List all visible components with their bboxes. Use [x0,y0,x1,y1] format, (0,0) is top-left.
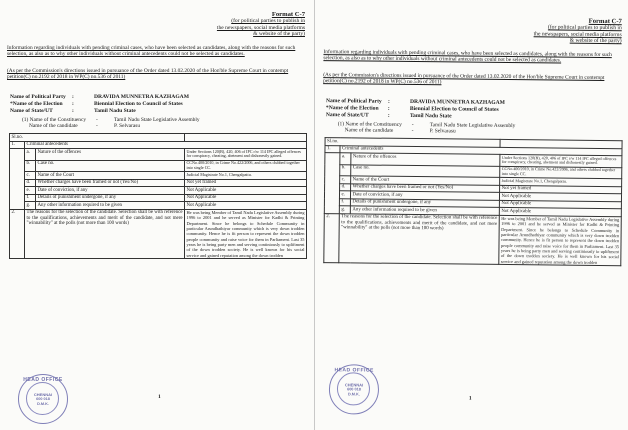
info-label: *Name of the Election [325,104,379,112]
info-row: Name of Political Party : DRAVIDA MUNNETRA KAZHAGAM [325,98,506,106]
item-label: Any other information required to be given [36,202,185,210]
info-label: Name of Political Party [10,94,66,100]
item-letter: b. [340,164,351,176]
info-value: DRAVIDA MUNNETRA KAZHAGAM [409,98,506,106]
info-row: *Name of the Election : Biennial Election to Council of States [10,100,183,107]
item-letter: a. [340,153,351,165]
table-row [324,213,622,266]
table-row [10,141,307,149]
item-value: CCNo.400/2010, in Crime No.422/2006, and others clubbed together into single CC. [185,160,307,172]
candidate-label: Name of the candidate [344,127,394,135]
item-letter: g. [25,202,36,210]
candidate-label: Name of the candidate [29,123,78,130]
section-title: Criminal antecedents [340,145,622,155]
slno-header: Sl.no. [325,138,500,147]
item-label: Case no. [351,164,500,177]
format-header [534,18,622,45]
item-value: Under Sections 120(B), 420, 406 of IPC r/w 114 IPC alleged offences for conspiracy, cheating, abetment and dishonestly gained. [500,154,622,167]
item-letter: f. [25,194,36,202]
format-title: Format C-7 [271,11,305,18]
office-seal [18,374,68,424]
item-letter: e. [339,191,350,199]
intro-paragraph: Information regarding individuals with pending criminal cases, who have been selected as candidates, along with the reasons for such selection, as also as to why other individuals without criminal antecedents could not be selected as candidates. [7,45,296,58]
info-label: Name of State/UT [10,107,53,114]
directions-paragraph: (As per the Commission's directions issued in pursuance of the Order dated 13.02.2020 of the Hon'ble Supreme Court in contempt petition(C) no.2192 of 2018 in WP(C) no.536 of 2011) [7,68,289,81]
seal-text: CHENNAI [33,392,53,397]
info-value: Tamil Nadu State [409,112,452,120]
antecedents-table [9,133,307,259]
item-label: Name of the Court [351,176,500,185]
table-row [10,179,307,187]
section-title: Criminal antecedents [25,141,307,149]
item-value: Under Sections 120(B), 420, 406 of IPC r/w 114 IPC alleged offences for conspiracy, cheating, abetment and dishonestly gained. [185,149,307,161]
format-line: & website of the party) [253,31,305,38]
party-info [10,94,189,114]
row-number: 1. [10,141,25,149]
info-row: Name of State/UT : Tamil Nadu State [10,107,136,114]
item-value: CCNo.400/2010, in Crime No.422/2006, and others clubbed together into single CC. [500,166,622,179]
table-row [10,209,307,259]
info-row: *Name of the Election : Biennial Election to Council of States [325,104,499,113]
item-label: Whether charges have been framed or not (Yes/No) [36,179,185,187]
info-label: Name of State/UT [325,111,369,119]
item-label: Nature of the offences [351,153,500,166]
item-label: Date of conviction, if any [36,187,185,195]
constituency-value: Tamil Nadu State Legislative Assembly [114,117,200,123]
info-value: Tamil Nadu State [94,107,136,114]
item-value: Not Applicable [185,187,307,195]
constituency-label: (1) Name of the Constituency [337,121,402,128]
item-value: Not Applicable [499,193,621,202]
item-label: Whether charges have been framed or not (Yes/No) [351,184,500,193]
table-row [10,134,307,142]
slno-header: Sl.no. [10,134,185,142]
item-label: Case no. [36,160,185,172]
item-value: Not Applicable [499,208,621,217]
candidate-value: P. Selvarasu [429,128,456,135]
row-number: 2. [324,213,340,263]
table-row [10,202,307,210]
format-line: (for political parties to publish in [547,24,622,32]
party-info [326,98,505,120]
seal-text: D.M.K. [347,392,360,397]
item-value: Judicial Magistrate No.1, Chengalpattu. [185,172,307,180]
document-page-right [314,0,628,430]
item-label: Details of punishment undergone, if any [36,194,185,202]
item-value: Not yet framed [500,185,622,194]
constituency-value: Tamil Nadu State Legislative Assembly [429,122,516,130]
seal-text: 600 018 [347,387,361,392]
reason-value: He was being Member of Tamil Nadu Legislative Assembly during 1996 to 2001 and he served as Minister for Kadhi & Printing Department. Since he belongs to Schedule Community in particular Arundhathiyar community which is very down trodden community. Hence he is fit person to represent the down trodden people community and raise voice for them in Parliament. Last 35 years he is being party men and serving continiously to upliftment of the down trodden society. He is well known for his social service and gained reputation among the down trodden [499,215,622,266]
intro-paragraph: Information regarding individuals with pending criminal cases, who have been selected as candidates, along with the reasons for such selection, as also as to why other individuals without criminal antecedents could not be selected as candidates. [323,49,612,64]
item-value: Judicial Magistrate No.1, Chengalpattu. [500,178,622,187]
candidate-value: P. Selvarasu [114,123,141,130]
info-value: Biennial Election to Council of States [94,100,183,107]
info-label: Name of Political Party [325,98,382,105]
item-label: Nature of the offences [36,149,185,161]
item-letter: d. [25,179,36,187]
item-label: Name of the Court [36,172,185,180]
format-title: Format C-7 [588,17,622,26]
page-number: 1 [468,395,472,402]
table-row [10,149,307,161]
item-value: Not Applicable [185,202,307,210]
row-number: 1. [325,145,340,153]
reason-label: The reasons for the selection of the candidate. Selection shall be with reference to the qualifications, achievements and merit of the candidate, and not mere "winnability" at the polls (not more than 100 words) [25,209,185,259]
seal-text: 600 018 [36,397,50,401]
seal-text: CHENNAI [344,382,364,388]
info-value: DRAVIDA MUNNETRA KAZHAGAM [94,94,189,100]
seal-text: D.M.K. [37,402,49,406]
table-row [10,194,307,202]
item-letter: d. [340,183,351,191]
info-label: *Name of the Election [10,100,63,107]
item-letter: g. [339,206,350,214]
row-number: 2. [10,209,25,259]
item-value: Not Applicable [499,200,621,209]
table-row [10,160,307,172]
info-row: Name of State/UT : Tamil Nadu State [325,111,452,120]
item-letter: e. [25,187,36,195]
item-label: Date of conviction, if any [350,191,499,200]
page-number: 1 [158,394,161,400]
item-label: Any other information required to be given [350,206,499,215]
directions-paragraph: (As per the Commission's directions issued in pursuance of the Order dated 13.02.2020 of the Hon'ble Supreme Court in contempt petition(C) no.2192 of 2018 in WP(C) no.536 of 2011) [323,72,605,86]
item-letter: c. [340,176,351,184]
info-row: Name of Political Party : DRAVIDA MUNNETRA KAZHAGAM [10,94,189,100]
format-line: (for political parties to publish in [231,18,305,25]
format-line: & website of the party) [569,37,622,45]
info-value: Biennial Election to Council of States [409,105,499,113]
constituency-info: (1) Name of the Constituency - Tamil Nadu State Legislative Assembly Name of the candidate - P. Selvarasu [22,117,200,130]
reason-label: The reasons for the selection of the candidate. Selection shall be with reference to the qualifications, achievements and merit of the candidate, and not mere "winnability" at the polls (not more than 100 words) [339,213,500,264]
antecedents-table [323,137,622,266]
constituency-info: (1) Name of the Constituency - Tamil Nadu State Legislative Assembly Name of the candidate - P. Selvarasu [337,121,516,135]
item-label: Details of punishment undergone, if any [350,199,499,208]
item-letter: b. [25,160,36,172]
item-value: Not yet framed [185,179,307,187]
office-seal [329,364,380,415]
format-header [217,12,305,38]
table-row [10,187,307,195]
item-letter: c. [25,172,36,180]
item-value: Not Applicable [185,194,307,202]
table-row [10,172,307,180]
reason-value: He was being Member of Tamil Nadu Legislative Assembly during 1996 to 2001 and he served as Minister for Kadhi & Printing Department. Since he belongs to Schedule Community in particular Arundhathiyar community which is very down trodden community. Hence he is fit person to represent the down trodden people community and raise voice for them in Parliament. Last 35 years he is being party men and serving continiously to upliftment of the down trodden society. He is well known for his social service and gained reputation among the down trodden [186,210,305,258]
format-line: the newspapers, social media platforms [533,31,622,39]
format-line: the newspapers, social media platforms [216,24,305,31]
item-letter: f. [339,198,350,206]
constituency-label: (1) Name of the Constituency [22,117,87,123]
seal-text: HEAD OFFICE [334,367,374,374]
seal-text: HEAD OFFICE [23,377,63,383]
item-letter: a. [25,149,36,161]
